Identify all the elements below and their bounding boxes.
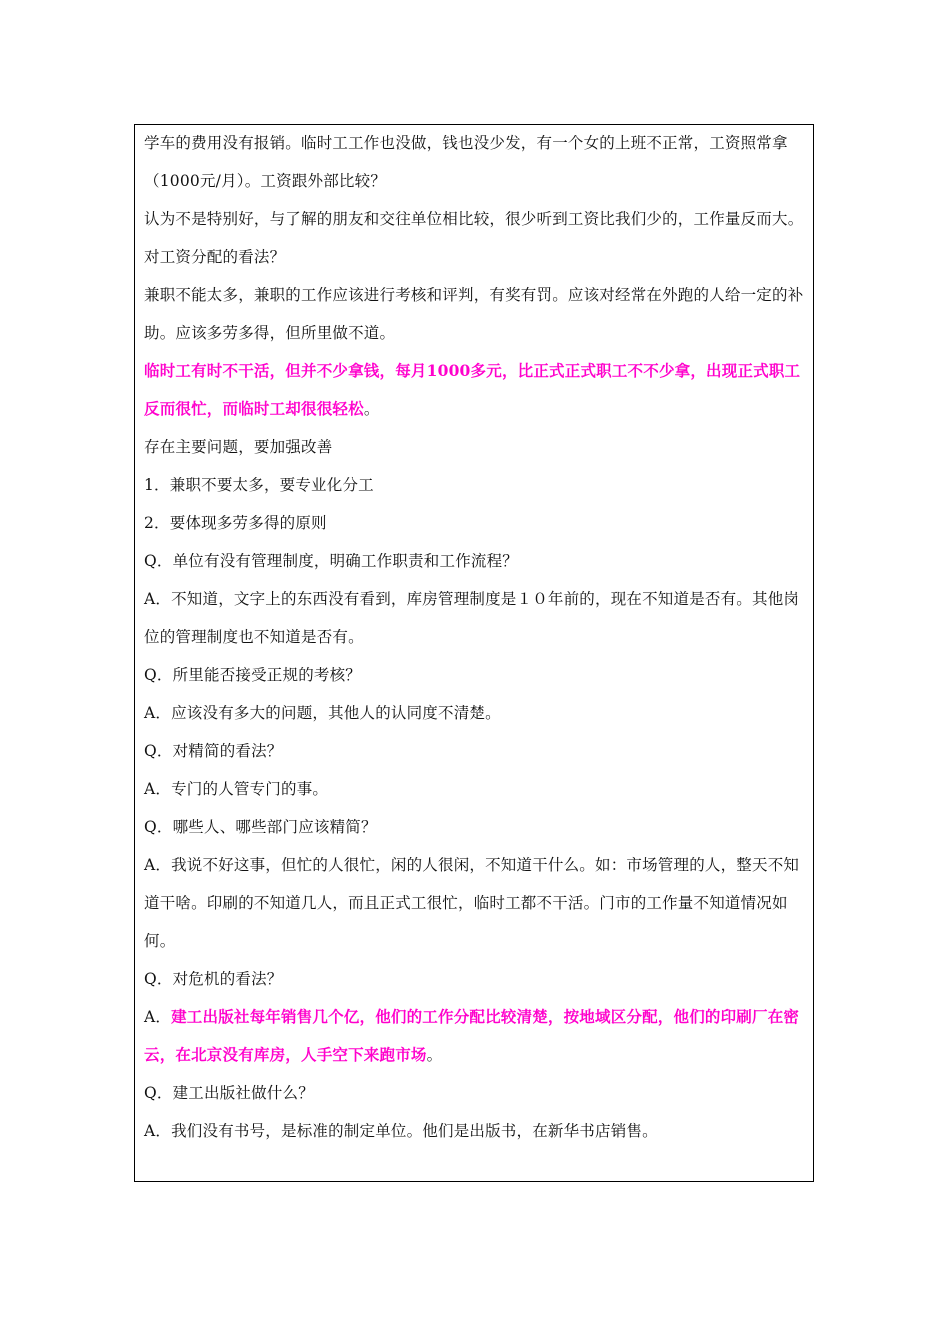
highlight-tail: 。 [426,1046,443,1064]
answer-management-system: A．不知道，文字上的东西没有看到，库房管理制度是１０年前的，现在不知道是否有。其他岗位的管理制度也不知道是否有。 [144,590,800,646]
paragraph-salary-compare: 认为不是特别好，与了解的朋友和交往单位相比较，很少听到工资比我们少的，工作量反而大。 [144,210,804,228]
paragraph-parttime-opinion: 兼职不能太多，兼职的工作应该进行考核和评判，有奖有罚。应该对经常在外跑的人给一定的补助。应该多劳多得，但所里做不道。 [144,286,804,342]
list-item-2: 2．要体现多劳多得的原则 [144,514,327,532]
answer-publisher: A．我们没有书号，是标准的制定单位。他们是出版书，在新华书店销售。 [144,1122,658,1140]
paragraph-main-problems: 存在主要问题，要加强改善 [144,438,333,456]
paragraph-temp-worker-highlight [144,352,805,428]
question-publisher: Q．建工出版社做什么？ [144,1084,314,1102]
answer-assessment: A．应该没有多大的问题，其他人的认同度不清楚。 [144,704,501,722]
highlight-tail: 。 [363,400,380,418]
highlight-text: 建工出版社每年销售几个亿，他们的工作分配比较清楚，按地域区分配，他们的印刷厂在密云，在北京没有库房，人手空下来跑市场 [144,1007,800,1064]
question-streamlining: Q．对精简的看法？ [144,742,283,760]
question-crisis: Q．对危机的看法？ [144,970,283,988]
question-management-system: Q．单位有没有管理制度，明确工作职责和工作流程？ [144,552,519,570]
answer-crisis-highlight [144,998,805,1074]
document-frame [134,124,814,1182]
answer-which-departments: A．我说不好这事，但忙的人很忙，闲的人很闲，不知道干什么。如：市场管理的人，整天不知道干啥。印刷的不知道几人，而且正式工很忙，临时工都不干活。门市的工作量不知道情况如何。 [144,856,800,950]
paragraph-question-distribution: 对工资分配的看法？ [144,248,286,266]
paragraph-salary-intro: 学车的费用没有报销。临时工工作也没做，钱也没少发，有一个女的上班不正常，工资照常拿（1000元/月）。工资跟外部比较？ [144,134,788,190]
answer-prefix: A． [144,1008,172,1026]
question-which-departments: Q．哪些人、哪些部门应该精简？ [144,818,377,836]
answer-streamlining: A．专门的人管专门的事。 [144,780,329,798]
highlight-text: 临时工有时不干活，但并不少拿钱，每月1000多元，比正式正式职工不不少拿，出现正式职工反而很忙，而临时工却很很轻松 [144,361,801,418]
list-item-1: 1．兼职不要太多，要专业化分工 [144,476,374,494]
question-assessment: Q．所里能否接受正规的考核？ [144,666,362,684]
